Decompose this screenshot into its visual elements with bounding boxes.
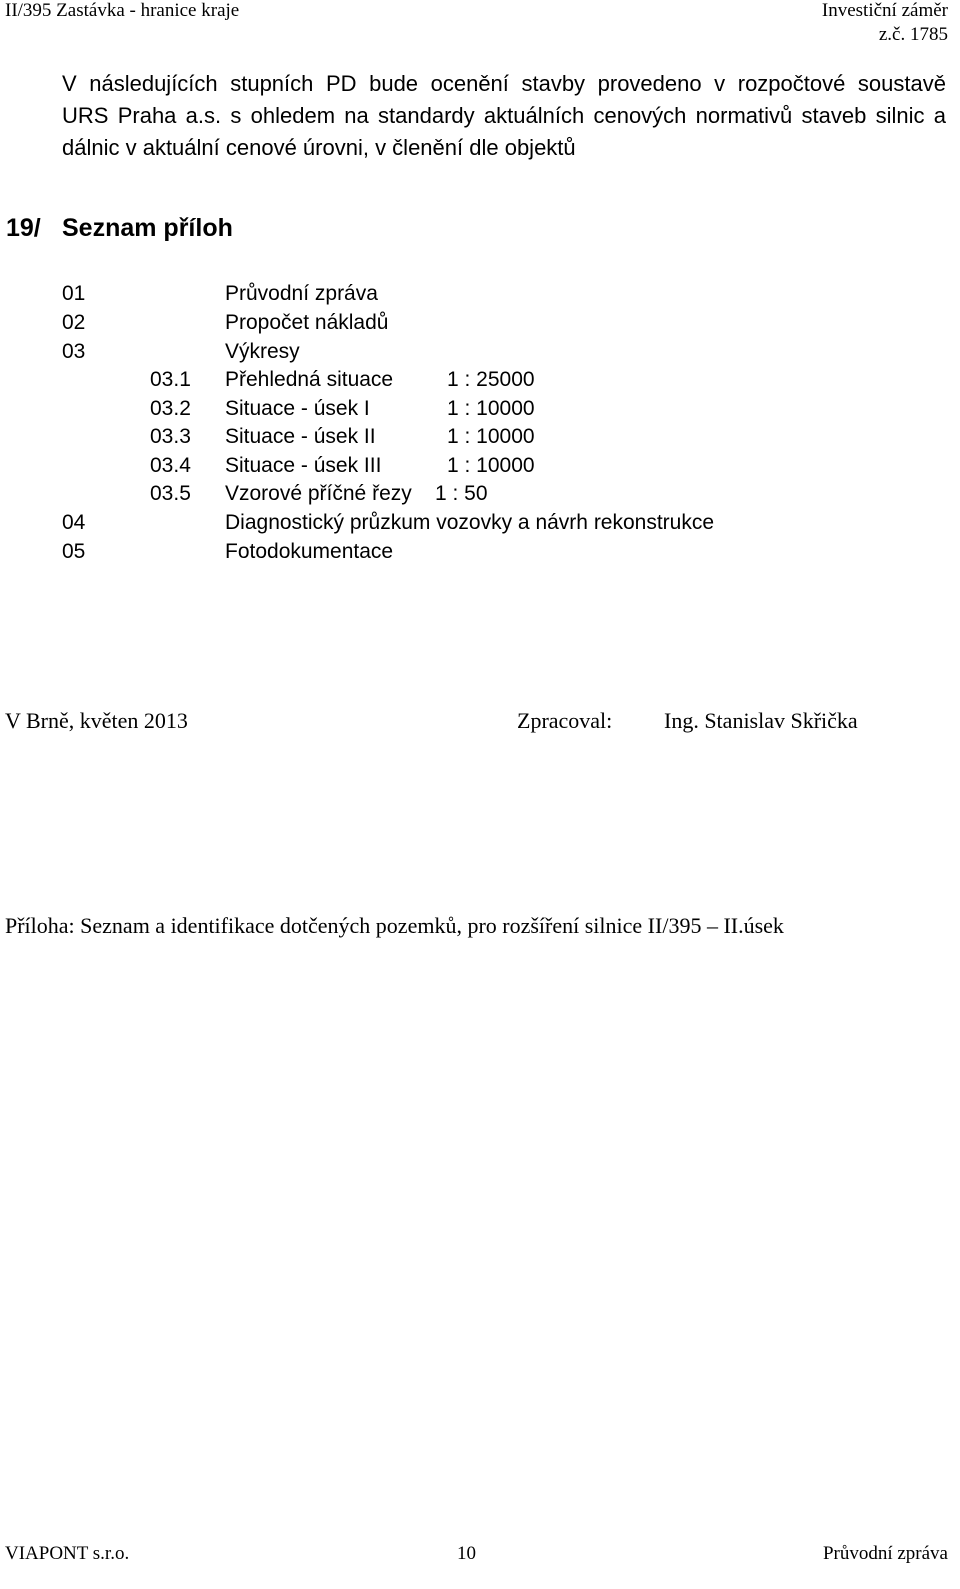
- attachment-code: 05: [62, 540, 86, 563]
- header-document-type: Investiční záměr: [821, 0, 948, 21]
- drawing-name: Situace - úsek I: [225, 397, 370, 420]
- attachment-code: 04: [62, 511, 86, 534]
- drawing-scale: 1 : 10000: [447, 454, 535, 477]
- drawing-code: 03.1: [150, 368, 191, 391]
- attachment-name: Propočet nákladů: [225, 311, 389, 334]
- drawing-scale: 1 : 10000: [447, 397, 535, 420]
- intro-line-1: V následujících stupních PD bude ocenění stavby provedeno v rozpočtové soustavě: [62, 71, 946, 96]
- footer-document-name: Průvodní zpráva: [822, 1543, 948, 1564]
- footer-page-number: 10: [457, 1543, 476, 1564]
- intro-line-2: URS Praha a.s. s ohledem na standardy aktuálních cenových normativů staveb silnic a: [62, 103, 946, 128]
- header-order-number: z.č. 1785: [878, 24, 948, 45]
- appendix-note: Příloha: Seznam a identifikace dotčených pozemků, pro rozšíření silnice II/395 – II.úsek: [5, 913, 784, 938]
- header-project-title: II/395 Zastávka - hranice kraje: [5, 0, 240, 21]
- drawing-code: 03.2: [150, 397, 191, 420]
- attachment-name: Výkresy: [225, 340, 300, 363]
- drawing-scale: 1 : 25000: [447, 368, 535, 391]
- footer-company: VIAPONT s.r.o.: [5, 1543, 130, 1564]
- attachment-code: 02: [62, 311, 86, 334]
- drawing-code: 03.3: [150, 425, 191, 448]
- signature-name: Ing. Stanislav Skřička: [664, 708, 858, 733]
- attachment-code: 03: [62, 340, 86, 363]
- intro-paragraph: [62, 68, 946, 164]
- attachment-code: 01: [62, 282, 86, 305]
- signature-label: Zpracoval:: [517, 708, 613, 733]
- signature-place-date: V Brně, květen 2013: [5, 708, 188, 733]
- intro-line-3: dálnic v aktuální cenové úrovni, v členění dle objektů: [62, 135, 576, 160]
- drawing-scale: 1 : 50: [435, 482, 488, 505]
- attachment-name: Fotodokumentace: [225, 540, 394, 563]
- drawing-name: Situace - úsek III: [225, 454, 382, 477]
- drawing-code: 03.4: [150, 454, 191, 477]
- drawing-scale: 1 : 10000: [447, 425, 535, 448]
- attachment-name: Průvodní zpráva: [225, 282, 378, 305]
- section-number: 19/: [6, 214, 41, 242]
- drawing-name: Přehledná situace: [225, 368, 394, 391]
- drawing-name: Vzorové příčné řezy: [225, 482, 412, 505]
- drawing-name: Situace - úsek II: [225, 425, 376, 448]
- section-heading: [6, 214, 233, 243]
- attachment-name: Diagnostický průzkum vozovky a návrh rekonstrukce: [225, 511, 715, 534]
- drawing-code: 03.5: [150, 482, 191, 505]
- section-title: Seznam příloh: [62, 214, 233, 242]
- attachment-list: [62, 280, 922, 570]
